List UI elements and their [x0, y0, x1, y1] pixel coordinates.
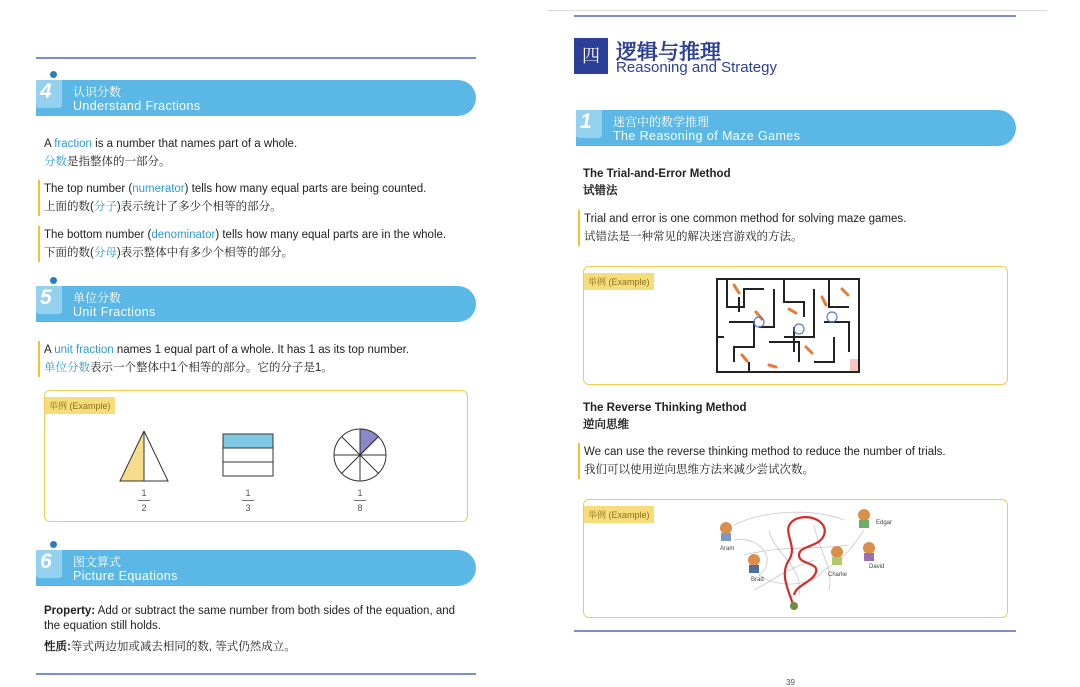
- character-icons: [720, 509, 875, 610]
- fraction-label-third: 1 3: [238, 487, 258, 514]
- triangle-half-icon: [120, 431, 168, 481]
- bottom-rule-right: [574, 630, 1016, 632]
- numerator-note: The top number (numerator) tells how many equal parts are being counted. 上面的数(分子)表示统计了多少个相等的部分。: [38, 180, 480, 216]
- label-edgar: Edgar: [876, 520, 893, 526]
- example-tag: 举例 (Example): [584, 273, 654, 290]
- section-6-banner: [36, 550, 476, 586]
- reverse-thinking-example: [583, 499, 1008, 618]
- fraction-label-half: 1 2: [134, 487, 154, 514]
- section-title-en: The Reasoning of Maze Games: [613, 129, 801, 143]
- label-david: David: [869, 564, 885, 570]
- label-charlie: Charlie: [828, 572, 848, 578]
- unit-fraction-example: [44, 390, 468, 522]
- section-title-zh: 认识分数: [73, 85, 122, 99]
- unit-fraction-definition: A unit fraction names 1 equal part of a whole. It has 1 as its top number. 单位分数表示一个整体中1个相等的部分。它的分子是1。: [38, 341, 480, 377]
- maze-image: [584, 267, 1007, 384]
- section-title-zh: 图文算式: [73, 555, 122, 569]
- section-title-en: Unit Fractions: [73, 305, 156, 319]
- section-number: 4: [40, 80, 52, 103]
- rectangle-third-icon: [223, 434, 273, 476]
- section-title-zh: 单位分数: [73, 291, 122, 305]
- page-number: 39: [786, 678, 795, 687]
- equation-property: Property: Add or subtract the same number from both sides of the equation, and the equation still holds. 性质:等式两边加或减去相同的数, 等式仍然成立。: [44, 605, 456, 653]
- path-network-image: [584, 500, 1007, 617]
- section-title-en: Picture Equations: [73, 569, 178, 583]
- top-rule-right: [574, 15, 1016, 17]
- example-tag: 举例 (Example): [584, 506, 654, 523]
- fraction-label-eighth: 1 8: [350, 487, 370, 514]
- circle-eighth-icon: [334, 429, 386, 481]
- pin-icon: [50, 277, 57, 284]
- reverse-thinking-text: We can use the reverse thinking method to reduce the number of trials. 我们可以使用逆向思维方法来减少尝试次数。: [578, 443, 1020, 479]
- section-title-zh: 迷宫中的数学推理: [613, 115, 710, 129]
- section-number: 6: [40, 550, 52, 573]
- section-number: 5: [40, 286, 52, 309]
- section-5-banner: [36, 286, 476, 322]
- pin-icon: [50, 541, 57, 548]
- section-title-en: Understand Fractions: [73, 99, 201, 113]
- trial-error-title: The Trial-and-Error Method 试错法: [583, 168, 731, 197]
- chapter-title-zh: 逻辑与推理: [616, 41, 721, 64]
- fraction-definition: A fraction is a number that names part of a whole. 分数是指整体的一部分。: [44, 138, 298, 168]
- chapter-number: 四: [574, 38, 608, 74]
- trial-error-text: Trial and error is one common method for solving maze games. 试错法是一种常见的解决迷宫游戏的方法。: [578, 210, 1020, 246]
- label-brad: Brad: [751, 577, 764, 583]
- section-number: 1: [580, 110, 592, 133]
- bottom-rule-left: [36, 673, 476, 675]
- top-rule-left: [36, 57, 476, 59]
- reverse-thinking-title: The Reverse Thinking Method 逆向思维: [583, 402, 747, 431]
- label-aram: Aram: [720, 546, 735, 552]
- example-tag: 举例 (Example): [45, 397, 115, 414]
- denominator-note: The bottom number (denominator) tells how many equal parts are in the whole. 下面的数(分母)表示整体中有多少个相等的部分。: [38, 226, 480, 262]
- section-4-banner: [36, 80, 476, 116]
- section-1-banner: [576, 110, 1016, 146]
- chapter-title-en: Reasoning and Strategy: [616, 59, 777, 76]
- page-edge-line: [547, 10, 1047, 11]
- pin-icon: [50, 71, 57, 78]
- maze-example: [583, 266, 1008, 385]
